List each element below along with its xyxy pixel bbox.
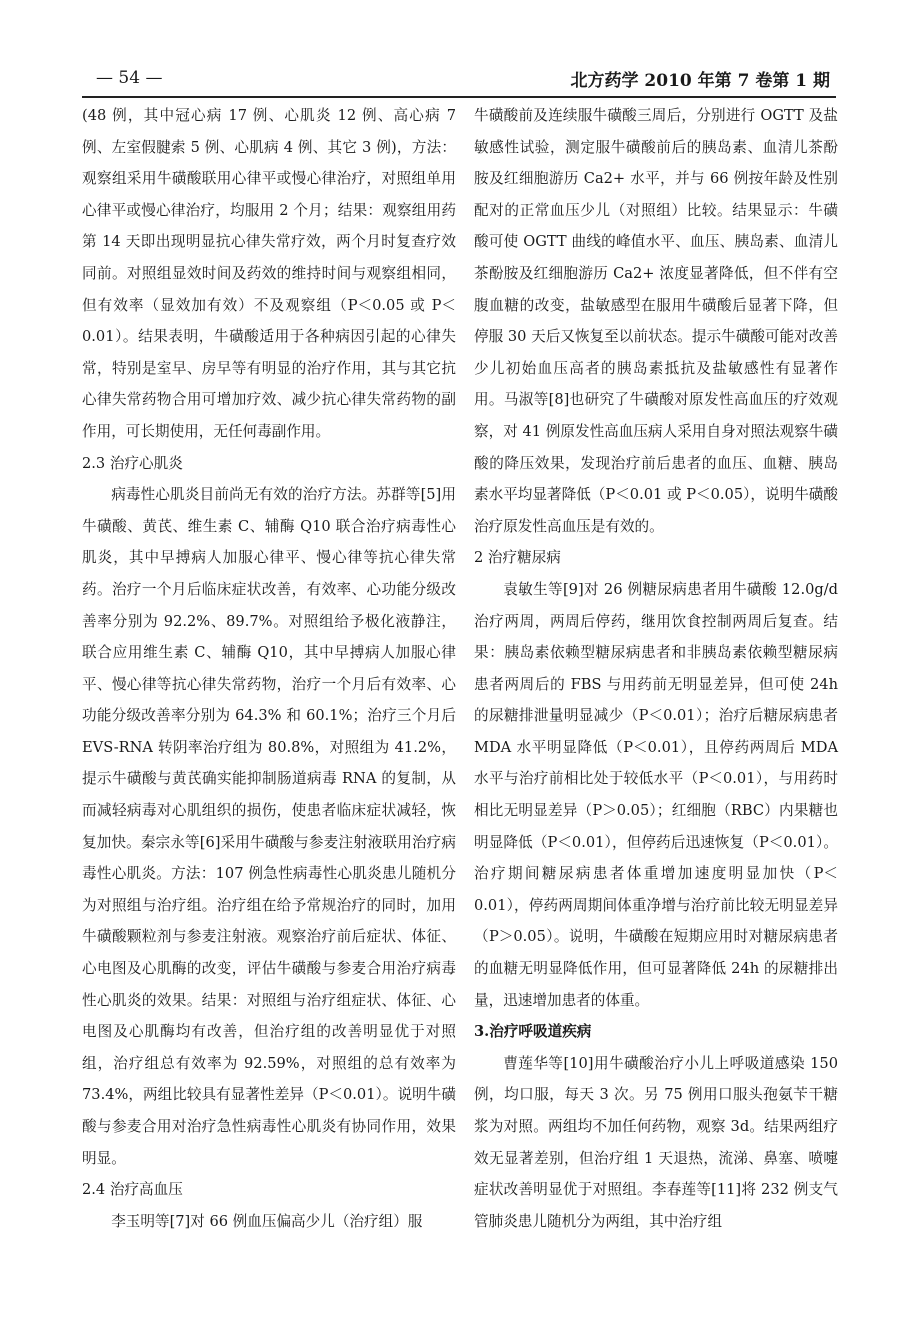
right-continued-text: 牛磺酸前及连续服牛磺酸三周后，分别进行 OGTT 及盐敏感性试验，测定服牛磺酸前后的胰岛素、血清儿茶酚胺及红细胞游历 Ca2+ 水平，并与 66 例按年龄及性别配对的正常血压少儿（对照组）比较。结果显示：牛磺酸可使 OGTT 曲线的峰值水平、血压、胰岛素、血清儿茶酚胺及红细胞游历 Ca2+ 浓度显著降低，但不伴有空腹血糖的改变，盐敏感型在服用牛磺酸后显著下降，但停服 30 天后又恢复至以前状态。提示牛磺酸可能对改善少儿初始血压高者的胰岛素抵抗及盐敏感性有显著作用。马淑等[8]也研究了牛磺酸对原发性高血压的疗效观察，对 41 例原发性高血压病人采用自身对照法观察牛磺酸的降压效果，发现治疗前后患者的血压、血糖、胰岛素水平均显著降低（P＜0.01 或 P＜0.05），说明牛磺酸治疗原发性高血压是有效的。 [474, 107, 838, 535]
page-header [82, 62, 836, 98]
section-heading-respiratory: 3.治疗呼吸道疾病 [474, 1023, 592, 1041]
paragraph-hypertension-start: 李玉明等[7]对 66 例血压偏高少儿（治疗组）服 [111, 1212, 423, 1230]
journal-title: 北方药学 2010 年第 7 卷第 1 期 [570, 71, 830, 91]
section-heading-myocarditis: 2.3 治疗心肌炎 [82, 454, 183, 472]
left-column [82, 100, 456, 1237]
section-heading-hypertension: 2.4 治疗高血压 [82, 1181, 183, 1199]
left-continued-text: (48 例，其中冠心病 17 例、心肌炎 12 例、高心病 7 例、左室假腱索 5 例、心肌病 4 例、其它 3 例)，方法：观察组采用牛磺酸联用心律平或慢心律治疗，对照组单用心律平或慢心律治疗，均服用 2 个月；结果：观察组用药第 14 天即出现明显抗心律失常疗效，两个月时复查疗效同前。对照组显效时间及药效的维持时间与观察组相同，但有效率（显效加有效）不及观察组（P＜0.05 或 P＜0.01）。结果表明，牛磺酸适用于各种病因引起的心律失常，特别是室早、房早等有明显的治疗作用，其与其它抗心律失常药物合用可增加疗效、减少抗心律失常药物的副作用，可长期使用，无任何毒副作用。 [82, 107, 456, 440]
header-rule [82, 96, 836, 98]
paragraph-diabetes: 袁敏生等[9]对 26 例糖尿病患者用牛磺酸 12.0g/d 治疗两周，两周后停药，继用饮食控制两周后复查。结果：胰岛素依赖型糖尿病患者和非胰岛素依赖型糖尿病患者两周后的 FBS 与用药前无明显差异，但可使 24h 的尿糖排泄量明显减少（P＜0.01）；治疗后糖尿病患者 MDA 水平明显降低（P＜0.01），且停药两周后 MDA 水平与治疗前相比处于较低水平（P＜0.01），与用药时相比无明显差异（P＞0.05）；红细胞（RBC）内果糖也明显降低（P＜0.01），但停药后迅速恢复（P＜0.01）。治疗期间糖尿病患者体重增加速度明显加快（P＜0.01），停药两周期间体重净增与治疗前比较无明显差异（P＞0.05）。说明，牛磺酸在短期应用时对糖尿病患者的血糖无明显降低作用，但可显著降低 24h 的尿糖排出量，迅速增加患者的体重。 [474, 580, 838, 1009]
page-number: — 54 — [96, 68, 163, 88]
paragraph-respiratory: 曹莲华等[10]用牛磺酸治疗小儿上呼吸道感染 150 例，均口服，每天 3 次。另 75 例用口服头孢氨苄干糖浆为对照。两组均不加任何药物，观察 3d。结果两组疗效无显著差别，但治疗组 1 天退热，流涕、鼻塞、喷嚏症状改善明显优于对照组。李春莲等[11]将 232 例支气管肺炎患儿随机分为两组，其中治疗组 [474, 1054, 838, 1230]
right-column [474, 100, 838, 1237]
section-heading-diabetes: 2 治疗糖尿病 [474, 549, 561, 567]
paragraph-myocarditis: 病毒性心肌炎目前尚无有效的治疗方法。苏群等[5]用牛磺酸、黄芪、维生素 C、辅酶 Q10 联合治疗病毒性心肌炎，其中早搏病人加服心律平、慢心律等抗心律失常药。治疗一个月后临床症状改善，有效率、心功能分级改善率分别为 92.2%、89.7%。对照组给予极化液静注，联合应用维生素 C、辅酶 Q10，其中早搏病人加服心律平、慢心律等抗心律失常药物，治疗一个月后有效率、心功能分级改善率分别为 64.3% 和 60.1%；治疗三个月后 EVS-RNA 转阴率治疗组为 80.8%，对照组为 41.2%，提示牛磺酸与黄芪确实能抑制肠道病毒 RNA 的复制，从而减轻病毒对心肌组织的损伤，使患者临床症状减轻，恢复加快。秦宗永等[6]采用牛磺酸与参麦注射液联用治疗病毒性心肌炎。方法：107 例急性病毒性心肌炎患儿随机分为对照组与治疗组。治疗组在给予常规治疗的同时，加用牛磺酸颗粒剂与参麦注射液。观察治疗前后症状、体征、心电图及心肌酶的改变，评估牛磺酸与参麦合用治疗病毒性心肌炎的效果。结果：对照组与治疗组症状、体征、心电图及心肌酶均有改善，但治疗组的改善明显优于对照组，治疗组总有效率为 92.59%，对照组的总有效率为 73.4%，两组比较具有显著性差异（P＜0.01）。说明牛磺酸与参麦合用对治疗急性病毒性心肌炎有协同作用，效果明显。 [82, 486, 456, 1167]
